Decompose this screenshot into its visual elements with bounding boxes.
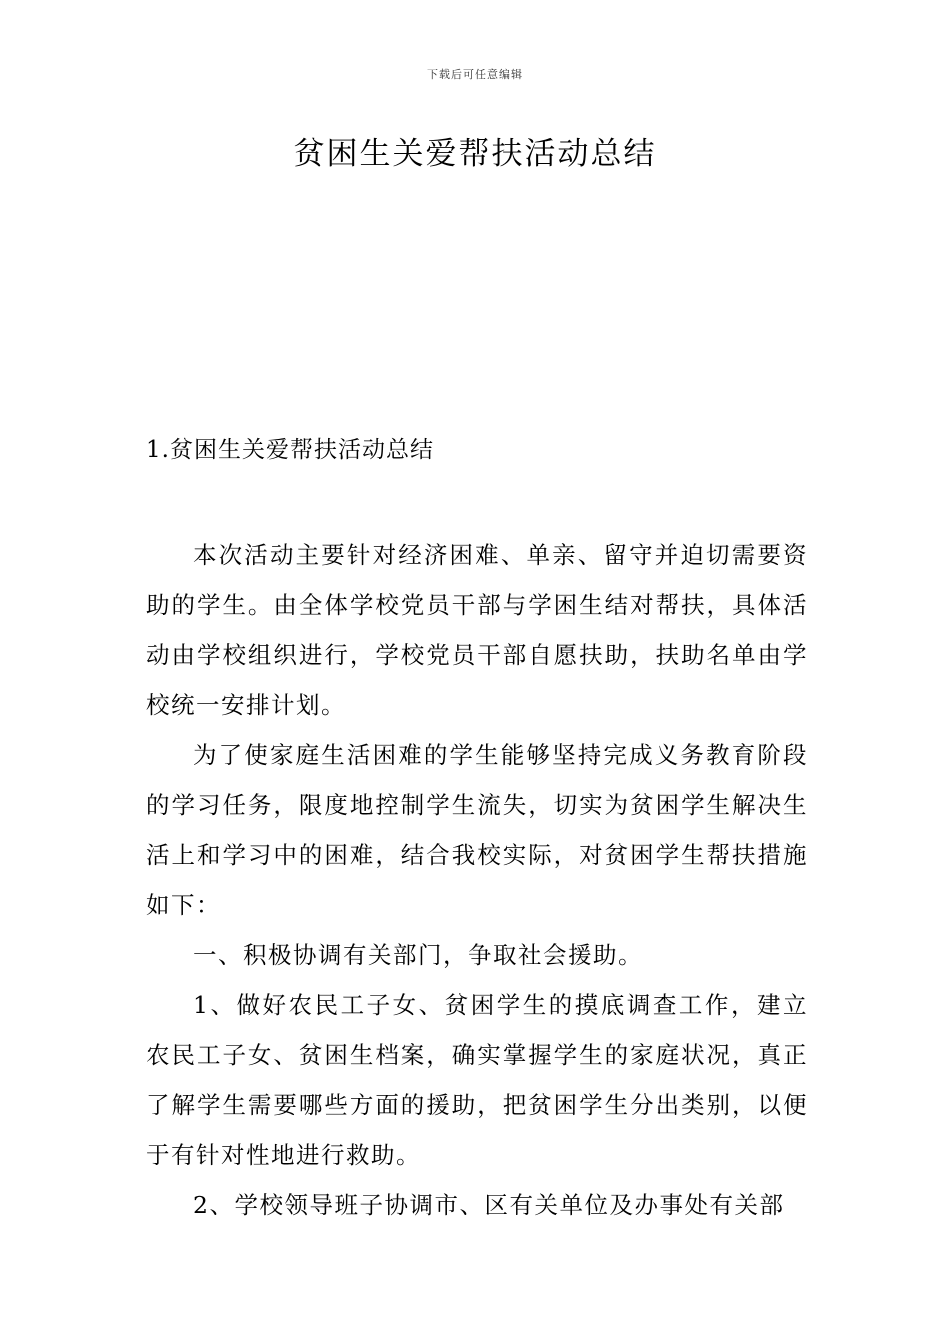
document-body (146, 530, 808, 1230)
paragraph-item-1: 1、做好农民工子女、贫困学生的摸底调查工作，建立农民工子女、贫困生档案，确实掌握学生的家庭状况，真正了解学生需要哪些方面的援助，把贫困学生分出类别，以便于有针对性地进行救助。 (146, 991, 808, 1169)
paragraph-intro: 本次活动主要针对经济困难、单亲、留守并迫切需要资助的学生。由全体学校党员干部与学困生结对帮扶，具体活动由学校组织进行，学校党员干部自愿扶助，扶助名单由学校统一安排计划。 (146, 541, 808, 719)
paragraph-purpose: 为了使家庭生活困难的学生能够坚持完成义务教育阶段的学习任务，限度地控制学生流失，切实为贫困学生解决生活上和学习中的困难，结合我校实际，对贫困学生帮扶措施如下： (146, 741, 808, 919)
paragraph-item-2: 2、学校领导班子协调市、区有关单位及办事处有关部 (193, 1191, 785, 1219)
paragraph-section-one: 一、积极协调有关部门，争取社会援助。 (193, 941, 643, 969)
document-title: 贫困生关爱帮扶活动总结 (293, 136, 657, 172)
section-heading: 1.贫困生关爱帮扶活动总结 (146, 437, 434, 463)
header-note: 下载后可任意编辑 (427, 68, 523, 81)
